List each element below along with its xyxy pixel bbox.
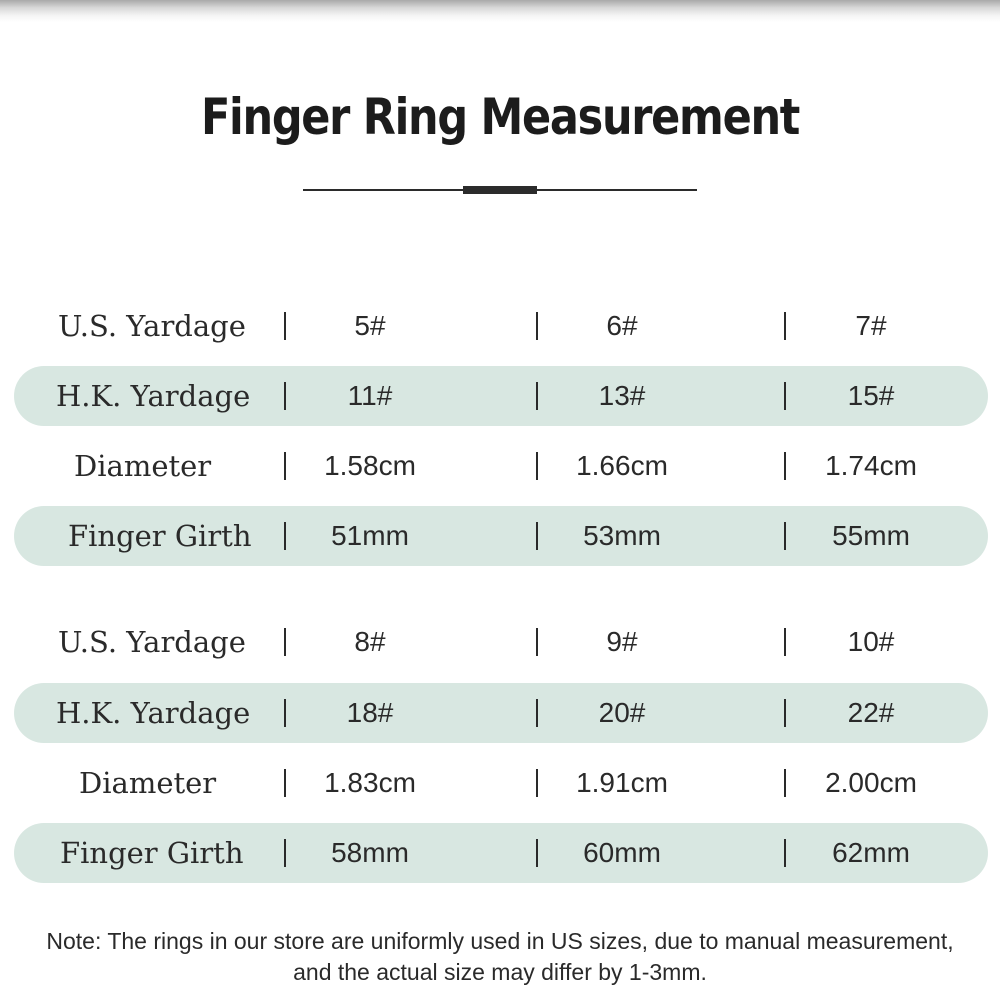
table-cell: 2.00cm <box>825 767 917 798</box>
table-cell: 10# <box>847 626 895 657</box>
column-separator <box>284 699 286 727</box>
table-row <box>14 683 988 743</box>
row-label: Diameter <box>74 449 212 483</box>
table-cell: 1.83cm <box>324 767 416 798</box>
column-separator <box>784 382 786 410</box>
row-label: Diameter <box>79 766 217 800</box>
top-shadow <box>0 0 1000 22</box>
column-separator <box>784 312 786 340</box>
column-separator <box>784 628 786 656</box>
table-row <box>14 823 988 883</box>
column-separator <box>536 452 538 480</box>
table-cell: 1.74cm <box>825 450 917 481</box>
page-title: Finger Ring Measurement <box>200 88 800 146</box>
row-label: U.S. Yardage <box>58 309 246 343</box>
table-cell: 11# <box>347 380 393 411</box>
table-cell: 22# <box>847 697 895 728</box>
table-row <box>14 612 988 672</box>
sizing-note: Note: The rings in our store are uniformly used in US sizes, due to manual measurement, and the actual size may differ by 1-3mm. <box>46 928 954 985</box>
table-row <box>14 753 988 813</box>
column-separator <box>536 628 538 656</box>
divider-accent-bar <box>463 186 537 194</box>
table-cell: 5# <box>354 310 386 341</box>
table-row <box>14 506 988 566</box>
column-separator <box>284 769 286 797</box>
column-separator <box>536 382 538 410</box>
column-separator <box>284 628 286 656</box>
table-cell: 60mm <box>583 837 661 868</box>
table-row <box>14 436 988 496</box>
column-separator <box>784 452 786 480</box>
table-cell: 9# <box>606 626 638 657</box>
column-separator <box>284 312 286 340</box>
column-separator <box>784 522 786 550</box>
column-separator <box>784 769 786 797</box>
column-separator <box>536 769 538 797</box>
column-separator <box>536 312 538 340</box>
column-separator <box>284 452 286 480</box>
column-separator <box>284 839 286 867</box>
table-cell: 55mm <box>832 520 910 551</box>
row-label: H.K. Yardage <box>56 379 251 413</box>
column-separator <box>536 522 538 550</box>
table-cell: 15# <box>847 380 895 411</box>
row-label: Finger Girth <box>60 836 244 870</box>
column-separator <box>784 699 786 727</box>
table-cell: 58mm <box>331 837 409 868</box>
table-cell: 51mm <box>331 520 409 551</box>
column-separator <box>284 522 286 550</box>
row-label: U.S. Yardage <box>58 625 246 659</box>
table-cell: 20# <box>598 697 646 728</box>
table-row <box>14 366 988 426</box>
table-cell: 18# <box>346 697 394 728</box>
column-separator <box>536 699 538 727</box>
table-cell: 6# <box>606 310 638 341</box>
row-label: Finger Girth <box>68 519 252 553</box>
table-cell: 1.66cm <box>576 450 668 481</box>
table-cell: 7# <box>855 310 887 341</box>
column-separator <box>284 382 286 410</box>
table-cell: 8# <box>354 626 386 657</box>
table-cell: 53mm <box>583 520 661 551</box>
table-row <box>14 296 988 356</box>
column-separator <box>536 839 538 867</box>
table-cell: 1.58cm <box>324 450 416 481</box>
table-cell: 13# <box>598 380 646 411</box>
row-label: H.K. Yardage <box>56 696 251 730</box>
column-separator <box>784 839 786 867</box>
table-cell: 62mm <box>832 837 910 868</box>
table-cell: 1.91cm <box>576 767 668 798</box>
